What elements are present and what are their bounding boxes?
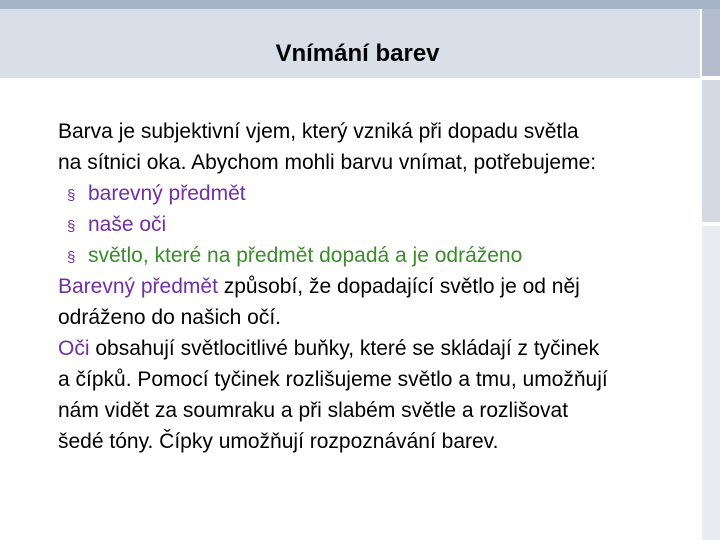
intro-line-1 bbox=[58, 116, 698, 147]
right-decor-block-bottom bbox=[702, 226, 720, 540]
bullet-item bbox=[58, 209, 698, 240]
keyword-barva: Barva bbox=[58, 120, 113, 143]
bullet-text: barevný předmět bbox=[88, 182, 246, 205]
para3-line-2: a čípků. Pomocí tyčinek rozlišujeme světlo a tmu, umožňují bbox=[58, 368, 608, 391]
bullet-text: naše oči bbox=[88, 213, 167, 236]
slide-title: Vnímání barev bbox=[275, 40, 440, 67]
bullet-marker-icon: § bbox=[67, 187, 76, 204]
para3-line-1 bbox=[58, 333, 698, 364]
bullet-marker-icon: § bbox=[67, 218, 76, 235]
right-decor-block-middle bbox=[702, 80, 720, 222]
top-accent-bar bbox=[0, 0, 720, 9]
para2-line-2: odráženo do našich očí. bbox=[58, 306, 281, 329]
bullet-item bbox=[58, 178, 698, 209]
keyword-oci: Oči bbox=[58, 337, 90, 360]
intro-line-2: na sítnici oka. Abychom mohli barvu vnímat, potřebujeme: bbox=[58, 151, 597, 174]
intro-line-1-text: je subjektivní vjem, který vzniká při dopadu světla bbox=[112, 120, 579, 143]
para3-line-4: šedé tóny. Čípky umožňují rozpoznávání barev. bbox=[58, 430, 499, 453]
para2-line-1 bbox=[58, 271, 698, 302]
para3-line-1-text: obsahují světlocitlivé buňky, které se skládají z tyčinek bbox=[89, 337, 600, 360]
slide-body bbox=[58, 116, 698, 457]
bullet-text: světlo, které na předmět dopadá a je odráženo bbox=[88, 244, 523, 267]
bullet-marker-icon: § bbox=[67, 249, 76, 266]
bullet-item bbox=[58, 240, 698, 271]
para2-line-1-text: způsobí, že dopadající světlo je od něj bbox=[217, 275, 580, 298]
para3-line-3: nám vidět za soumraku a při slabém světle a rozlišovat bbox=[58, 399, 569, 422]
keyword-barevny-predmet: Barevný předmět bbox=[58, 275, 218, 298]
